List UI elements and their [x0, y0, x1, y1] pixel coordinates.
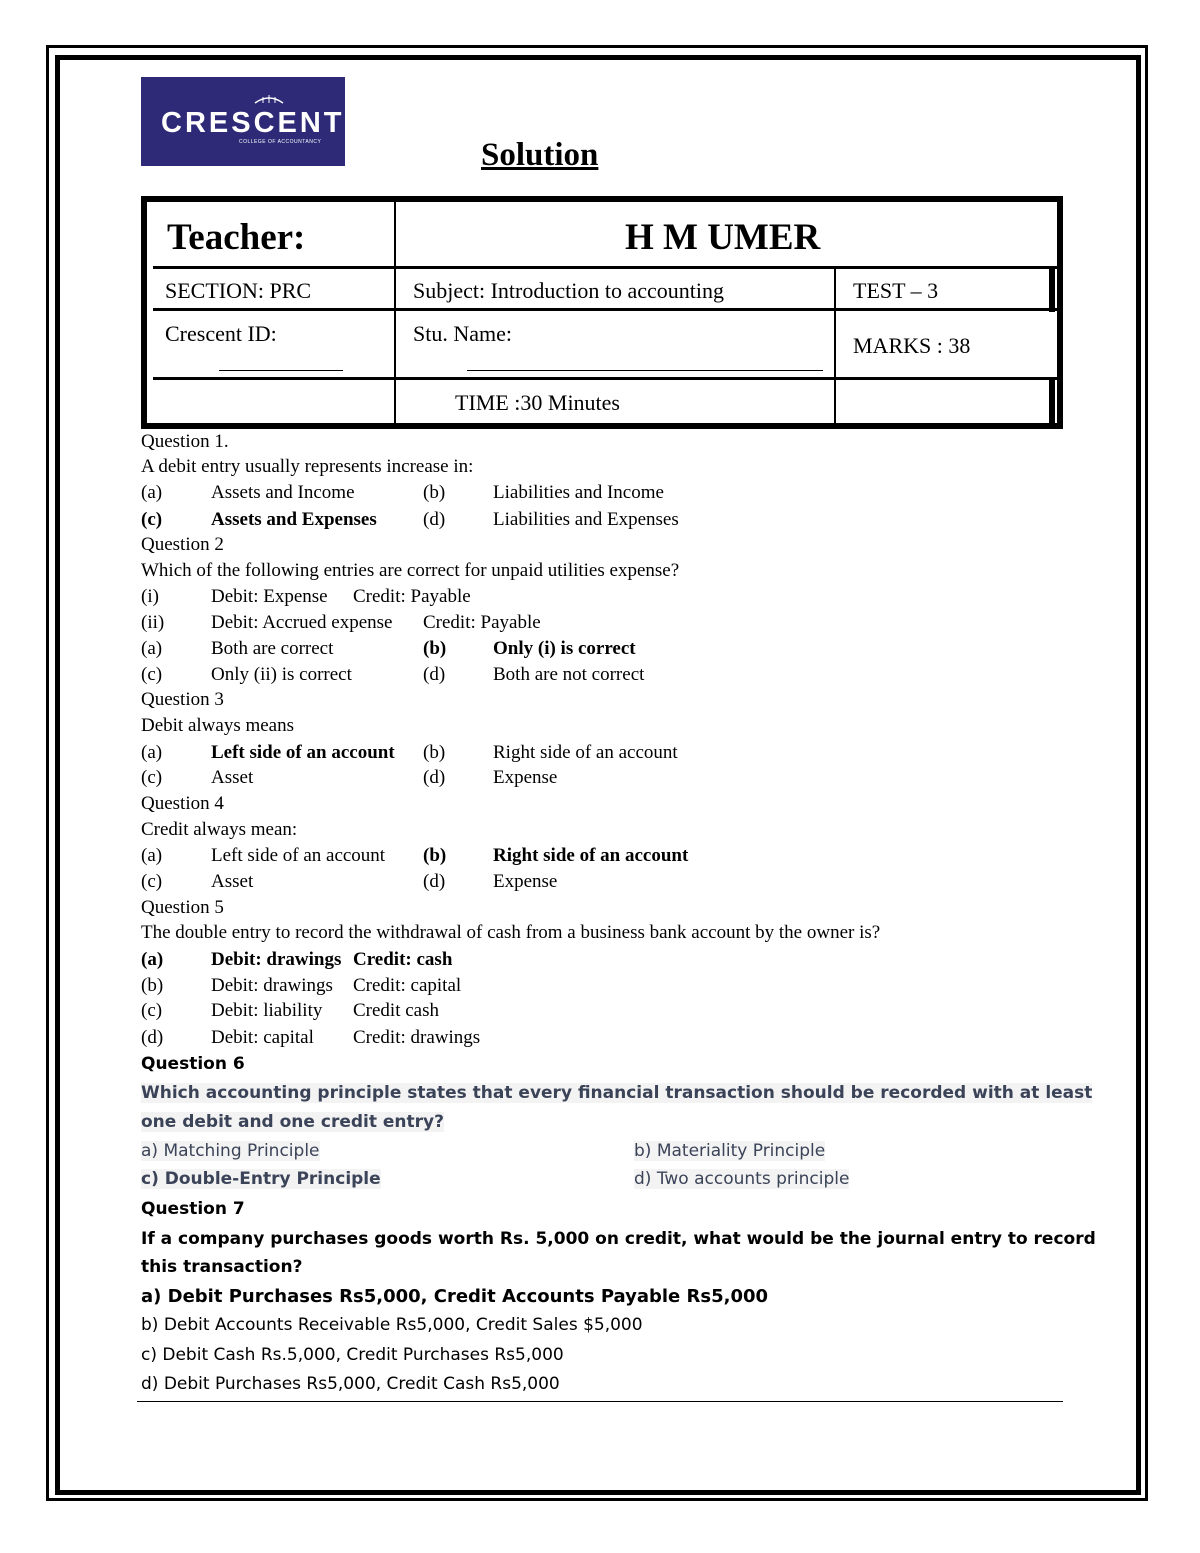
question-4-text: Credit always mean:: [141, 819, 298, 840]
q6-option-a: a) Matching Principle: [141, 1141, 320, 1161]
q4-option-a-key: (a): [141, 845, 163, 866]
q3-option-a-key: (a): [141, 742, 163, 763]
q2-option-d-key: (d): [423, 664, 446, 685]
header-row-divider: [153, 266, 1057, 269]
question-4-heading: Question 4: [141, 793, 224, 814]
q3-option-a-answer: Left side of an account: [211, 742, 395, 763]
q1-option-a: Assets and Income: [211, 482, 355, 503]
q3-option-c: Asset: [211, 767, 254, 788]
q5-option-b-key: (b): [141, 975, 164, 996]
q4-option-d-key: (d): [423, 871, 446, 892]
q5-option-d-credit: Credit: drawings: [353, 1027, 481, 1048]
header-col-divider: [1049, 377, 1055, 423]
q5-option-b-debit: Debit: drawings: [211, 975, 333, 996]
q2-option-b-key: (b): [423, 638, 447, 659]
header-row-divider: [153, 377, 1057, 380]
q2-statement-ii-debit: Debit: Accrued expense: [211, 612, 393, 633]
q7-option-b: b) Debit Accounts Receivable Rs5,000, Credit Sales $5,000: [141, 1315, 643, 1335]
q3-option-b: Right side of an account: [493, 742, 678, 763]
q5-option-a-key: (a): [141, 949, 164, 970]
q1-option-d-key: (d): [423, 509, 446, 530]
question-1-text: A debit entry usually represents increase in:: [141, 456, 474, 477]
q2-option-b-answer: Only (i) is correct: [493, 638, 636, 659]
q1-option-b: Liabilities and Income: [493, 482, 664, 503]
q1-option-c-key: (c): [141, 509, 163, 530]
q2-statement-i-credit: Credit: Payable: [353, 586, 471, 607]
q7-option-c: c) Debit Cash Rs.5,000, Credit Purchases Rs5,000: [141, 1345, 564, 1365]
q2-statement-i-key: (i): [141, 586, 159, 607]
header-row-divider: [153, 308, 1057, 311]
q2-option-c-key: (c): [141, 664, 163, 685]
q5-option-d-debit: Debit: capital: [211, 1027, 314, 1048]
q4-option-b-key: (b): [423, 845, 447, 866]
question-5-heading: Question 5: [141, 897, 224, 918]
q5-option-a-debit-answer: Debit: drawings: [211, 949, 342, 970]
header-table: [141, 196, 1063, 429]
q2-statement-i-debit: Debit: Expense: [211, 586, 328, 607]
q4-option-b-answer: Right side of an account: [493, 845, 689, 866]
question-7-text-line2: this transaction?: [141, 1257, 303, 1277]
q5-option-d-key: (d): [141, 1027, 164, 1048]
crescent-logo: [141, 77, 345, 166]
q2-option-a-key: (a): [141, 638, 163, 659]
q5-option-c-credit: Credit cash: [353, 1000, 440, 1021]
question-7-text-line1: If a company purchases goods worth Rs. 5,000 on credit, what would be the journal entry to record: [141, 1229, 1096, 1249]
q5-option-a-credit-answer: Credit: cash: [353, 949, 453, 970]
logo-wordmark: CRESCENT: [161, 107, 345, 139]
question-1-heading: Question 1.: [141, 431, 229, 452]
question-5-text: The double entry to record the withdrawal of cash from a business bank account by the owner is?: [141, 922, 881, 943]
q6-option-d: d) Two accounts principle: [634, 1169, 850, 1189]
q2-statement-ii-credit: Credit: Payable: [423, 612, 541, 633]
q7-option-a-answer: a) Debit Purchases Rs5,000, Credit Accounts Payable Rs5,000: [141, 1286, 769, 1307]
q1-option-c-answer: Assets and Expenses: [211, 509, 377, 530]
subject-label: Subject: Introduction to accounting: [413, 278, 724, 303]
q2-option-d: Both are not correct: [493, 664, 645, 685]
question-6-text-line2: one debit and one credit entry?: [141, 1112, 444, 1132]
bottom-rule: [137, 1401, 1063, 1402]
q4-option-a: Left side of an account: [211, 845, 386, 866]
time-label: TIME :30 Minutes: [455, 390, 620, 415]
q2-option-a: Both are correct: [211, 638, 334, 659]
q3-option-d: Expense: [493, 767, 558, 788]
q3-option-d-key: (d): [423, 767, 446, 788]
student-name-blank[interactable]: [467, 370, 823, 371]
q1-option-b-key: (b): [423, 482, 446, 503]
student-name-label: Stu. Name:: [413, 321, 512, 346]
q2-statement-ii-key: (ii): [141, 612, 165, 633]
question-3-heading: Question 3: [141, 689, 224, 710]
header-col-divider: [834, 268, 836, 423]
section-label: SECTION: PRC: [165, 278, 312, 303]
q4-option-c-key: (c): [141, 871, 163, 892]
page-title: Solution: [481, 137, 599, 173]
q3-option-b-key: (b): [423, 742, 446, 763]
teacher-label: Teacher:: [167, 217, 306, 258]
teacher-name: H M UMER: [625, 217, 821, 258]
q2-option-c: Only (ii) is correct: [211, 664, 352, 685]
q4-option-d: Expense: [493, 871, 558, 892]
q3-option-c-key: (c): [141, 767, 163, 788]
q6-option-c-answer: c) Double-Entry Principle: [141, 1169, 381, 1189]
q6-option-b: b) Materiality Principle: [634, 1141, 826, 1161]
q1-option-a-key: (a): [141, 482, 163, 503]
question-6-heading: Question 6: [141, 1054, 245, 1074]
q5-option-b-credit: Credit: capital: [353, 975, 462, 996]
marks-label: MARKS : 38: [853, 333, 971, 358]
question-2-heading: Question 2: [141, 534, 224, 555]
test-label: TEST – 3: [853, 278, 939, 303]
header-col-divider: [1049, 266, 1055, 312]
crescent-id-blank[interactable]: [219, 370, 343, 371]
crescent-id-label: Crescent ID:: [165, 321, 277, 346]
q5-option-c-debit: Debit: liability: [211, 1000, 323, 1021]
question-6-text-line1: Which accounting principle states that every financial transaction should be recorded with at least: [141, 1083, 1093, 1103]
logo-subtitle: COLLEGE OF ACCOUNTANCY: [239, 139, 322, 145]
book-emblem-icon: [251, 91, 287, 105]
question-3-text: Debit always means: [141, 715, 295, 736]
q7-option-d: d) Debit Purchases Rs5,000, Credit Cash Rs5,000: [141, 1374, 560, 1394]
header-col-divider: [394, 202, 396, 423]
q5-option-c-key: (c): [141, 1000, 163, 1021]
q4-option-c: Asset: [211, 871, 254, 892]
question-2-text: Which of the following entries are correct for unpaid utilities expense?: [141, 560, 680, 581]
q1-option-d: Liabilities and Expenses: [493, 509, 679, 530]
question-7-heading: Question 7: [141, 1199, 245, 1219]
